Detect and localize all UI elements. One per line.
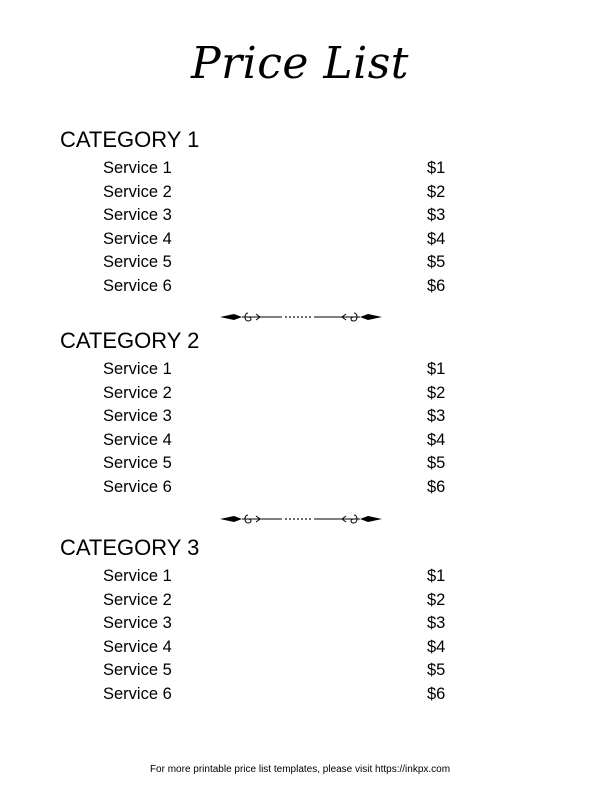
service-name: Service 6 (103, 276, 172, 295)
service-row (0, 204, 600, 228)
service-price: $4 (427, 430, 446, 449)
service-name: Service 4 (103, 430, 172, 449)
service-price: $1 (427, 567, 446, 585)
service-price: $5 (427, 661, 446, 680)
category-heading: CATEGORY 1 (60, 127, 200, 152)
service-name: Service 2 (103, 182, 172, 201)
service-name: Service 4 (103, 637, 172, 656)
service-name: Service 2 (103, 383, 172, 402)
service-name: Service 3 (103, 614, 172, 633)
service-row (0, 683, 600, 707)
service-name: Service 2 (103, 590, 172, 609)
footer-note: For more printable price list templates, please visit https://inkpx.com (149, 764, 451, 775)
service-list (0, 358, 600, 500)
service-row (0, 181, 600, 205)
category-heading: CATEGORY 2 (60, 328, 200, 353)
service-row (0, 275, 600, 299)
service-row (0, 612, 600, 636)
service-price: $1 (427, 159, 446, 177)
service-row (0, 358, 600, 382)
category-heading: CATEGORY 3 (60, 535, 200, 560)
service-price: $1 (427, 360, 446, 378)
service-price: $2 (427, 590, 446, 609)
service-list (0, 157, 600, 299)
service-price: $5 (427, 253, 446, 272)
service-name: Service 5 (103, 253, 172, 272)
service-row (0, 452, 600, 476)
service-row (0, 589, 600, 613)
service-price: $6 (427, 276, 446, 295)
service-name: Service 5 (103, 454, 172, 473)
service-name: Service 1 (103, 567, 172, 585)
service-row (0, 157, 600, 181)
service-price: $3 (427, 206, 446, 225)
service-row (0, 382, 600, 406)
service-price: $4 (427, 229, 446, 248)
service-row (0, 251, 600, 275)
service-price: $5 (427, 454, 446, 473)
service-row (0, 659, 600, 683)
service-row (0, 405, 600, 429)
service-name: Service 4 (103, 229, 172, 248)
service-price: $3 (427, 407, 446, 426)
service-price: $4 (427, 637, 446, 656)
service-name: Service 6 (103, 684, 172, 703)
service-name: Service 3 (103, 407, 172, 426)
ornamental-divider-icon (220, 513, 382, 525)
service-row (0, 636, 600, 660)
service-row (0, 429, 600, 453)
service-price: $3 (427, 614, 446, 633)
service-row (0, 565, 600, 589)
service-list (0, 565, 600, 707)
service-name: Service 3 (103, 206, 172, 225)
service-name: Service 1 (103, 159, 172, 177)
service-price: $6 (427, 477, 446, 496)
page-title: Price List (191, 38, 409, 89)
service-row (0, 228, 600, 252)
service-price: $6 (427, 684, 446, 703)
service-price: $2 (427, 383, 446, 402)
service-price: $2 (427, 182, 446, 201)
service-name: Service 5 (103, 661, 172, 680)
service-name: Service 1 (103, 360, 172, 378)
service-row (0, 476, 600, 500)
service-name: Service 6 (103, 477, 172, 496)
ornamental-divider-icon (220, 311, 382, 323)
